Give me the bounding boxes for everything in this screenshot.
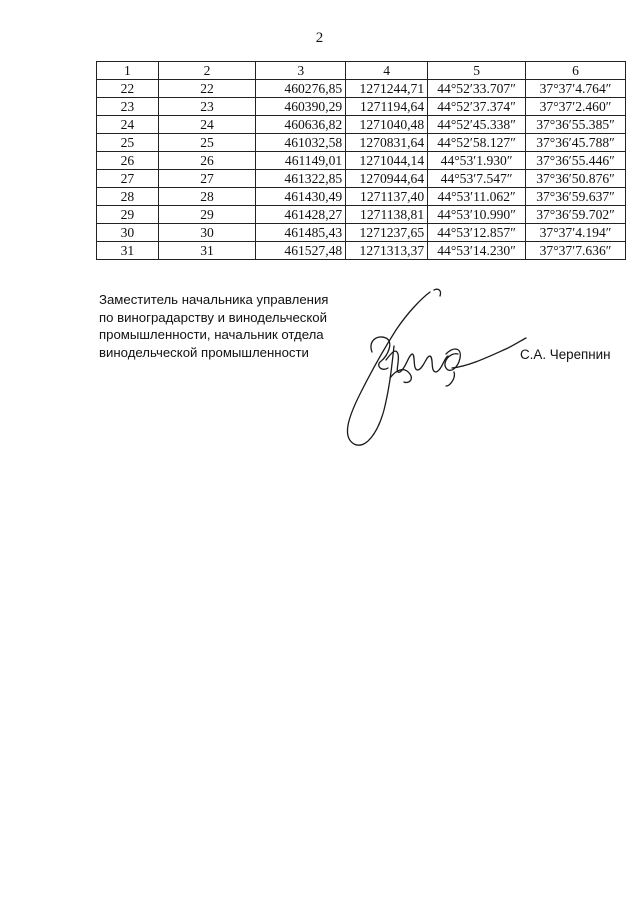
signer-position [99, 291, 328, 361]
table-cell: 1270831,64 [346, 134, 428, 152]
table-cell: 22 [158, 80, 256, 98]
table-cell: 461322,85 [256, 170, 346, 188]
table-cell: 25 [158, 134, 256, 152]
table-cell: 25 [97, 134, 159, 152]
table-row [97, 206, 626, 224]
position-line: промышленности, начальник отдела [99, 327, 324, 342]
table-cell: 44°53′11.062″ [428, 188, 526, 206]
table-cell: 460636,82 [256, 116, 346, 134]
position-line: Заместитель начальника управления [99, 292, 329, 307]
table-cell: 37°36′59.702″ [526, 206, 626, 224]
table-row [97, 134, 626, 152]
column-header: 3 [256, 62, 346, 80]
table-cell: 31 [158, 242, 256, 260]
table-cell: 1270944,64 [346, 170, 428, 188]
table-cell: 30 [97, 224, 159, 242]
table-cell: 26 [97, 152, 159, 170]
table-row [97, 242, 626, 260]
table-body [97, 80, 626, 260]
table-cell: 1271194,64 [346, 98, 428, 116]
table-cell: 27 [158, 170, 256, 188]
table-cell: 1271138,81 [346, 206, 428, 224]
table-cell: 1271244,71 [346, 80, 428, 98]
table-cell: 37°36′55.446″ [526, 152, 626, 170]
table-cell: 1271237,65 [346, 224, 428, 242]
table-cell: 37°36′55.385″ [526, 116, 626, 134]
table-cell: 26 [158, 152, 256, 170]
table-cell: 460276,85 [256, 80, 346, 98]
table-cell: 37°36′59.637″ [526, 188, 626, 206]
table-cell: 29 [158, 206, 256, 224]
table-cell: 1271313,37 [346, 242, 428, 260]
table-cell: 23 [97, 98, 159, 116]
table-cell: 44°52′37.374″ [428, 98, 526, 116]
table-cell: 37°37′4.194″ [526, 224, 626, 242]
table-row [97, 80, 626, 98]
table-cell: 24 [97, 116, 159, 134]
table-cell: 44°52′45.338″ [428, 116, 526, 134]
table-cell: 1271040,48 [346, 116, 428, 134]
table-cell: 461527,48 [256, 242, 346, 260]
table-cell: 44°53′14.230″ [428, 242, 526, 260]
table-cell: 44°53′12.857″ [428, 224, 526, 242]
table-cell: 31 [97, 242, 159, 260]
column-header: 2 [158, 62, 256, 80]
coordinates-table [96, 61, 626, 260]
table-cell: 460390,29 [256, 98, 346, 116]
table-cell: 461032,58 [256, 134, 346, 152]
table-cell: 37°36′50.876″ [526, 170, 626, 188]
table-row [97, 188, 626, 206]
table-cell: 37°36′45.788″ [526, 134, 626, 152]
table-cell: 37°37′2.460″ [526, 98, 626, 116]
table-cell: 44°53′1.930″ [428, 152, 526, 170]
column-header: 5 [428, 62, 526, 80]
table-cell: 1271137,40 [346, 188, 428, 206]
table-cell: 23 [158, 98, 256, 116]
table-cell: 44°53′7.547″ [428, 170, 526, 188]
position-line: по виноградарству и винодельческой [99, 309, 327, 325]
column-header: 1 [97, 62, 159, 80]
page-number: 2 [315, 30, 324, 46]
table-cell: 29 [97, 206, 159, 224]
column-header: 6 [526, 62, 626, 80]
signer-name: С.А. Черепнин [520, 347, 611, 362]
table-cell: 27 [97, 170, 159, 188]
table-cell: 37°37′7.636″ [526, 242, 626, 260]
table-header-row [97, 62, 626, 80]
table-cell: 44°52′58.127″ [428, 134, 526, 152]
table-cell: 24 [158, 116, 256, 134]
table-cell: 44°52′33.707″ [428, 80, 526, 98]
table-cell: 28 [97, 188, 159, 206]
position-line: винодельческой промышленности [99, 344, 309, 360]
table-cell: 30 [158, 224, 256, 242]
table-row [97, 98, 626, 116]
table-cell: 461485,43 [256, 224, 346, 242]
table-cell: 1271044,14 [346, 152, 428, 170]
table-row [97, 116, 626, 134]
table-cell: 461428,27 [256, 206, 346, 224]
table-cell: 461430,49 [256, 188, 346, 206]
table-row [97, 170, 626, 188]
table-cell: 37°37′4.764″ [526, 80, 626, 98]
table-row [97, 224, 626, 242]
column-header: 4 [346, 62, 428, 80]
table-cell: 28 [158, 188, 256, 206]
handwritten-signature [330, 282, 530, 452]
table-cell: 44°53′10.990″ [428, 206, 526, 224]
table-cell: 22 [97, 80, 159, 98]
table-cell: 461149,01 [256, 152, 346, 170]
table-row [97, 152, 626, 170]
